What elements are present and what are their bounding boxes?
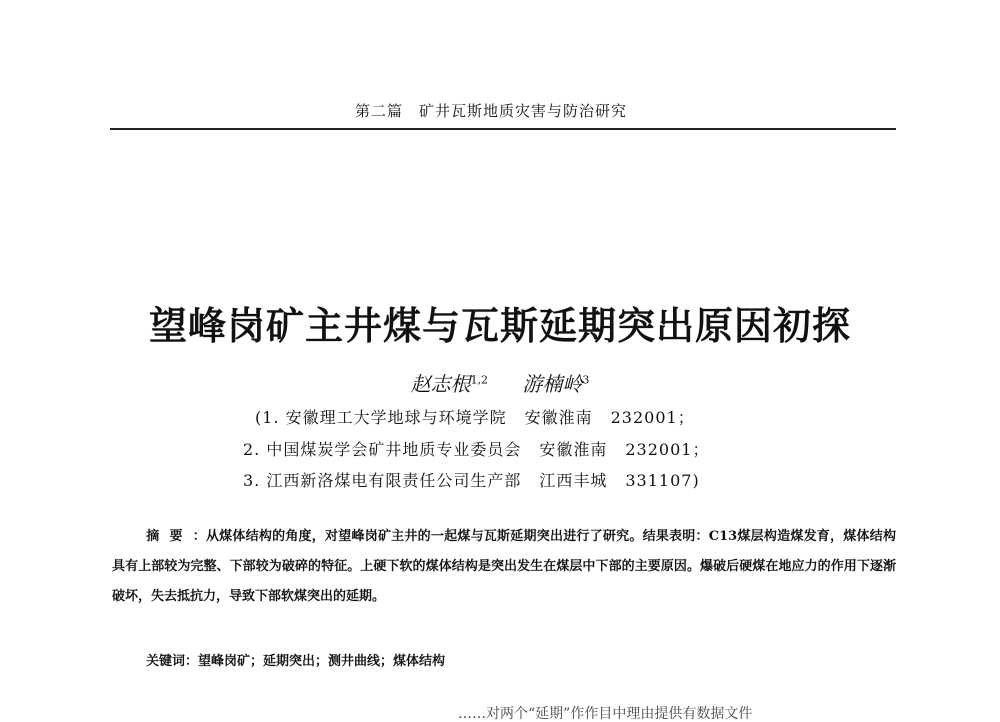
keywords-line <box>146 650 445 669</box>
author-name: 游楠岭$^3$ <box>522 372 590 396</box>
truncated-body-line: ……对两个“延期”作作目中理由提供有数据文件 <box>458 706 753 722</box>
author-affiliation-mark: 1,2 <box>470 373 489 387</box>
keywords-label: 关键词 <box>146 654 186 669</box>
abstract-label: 摘要 <box>146 529 193 544</box>
affiliation-3: 3. 江西新洛煤电有限责任公司生产部 江西丰城 331107) <box>243 471 700 490</box>
abstract-paragraph: 摘要：从煤体结构的角度，对望峰岗矿主井的一起煤与瓦斯延期突出进行了研究。结果表明：C13煤层构造煤发育，煤体结构具有上部较为完整、下部较为破碎的特征。上硬下软的煤体结构是突出发生在煤层中下部的主要原因。爆破后硬煤在地应力的作用下逐渐破坏，失去抵抗力，导致下部软煤突出的延期。 <box>112 529 896 604</box>
author-line <box>0 368 1000 397</box>
affiliation-2: 2. 中国煤炭学会矿井地质专业委员会 安徽淮南 232001； <box>243 440 710 459</box>
affiliation-1: (1. 安徽理工大学地球与环境学院 安徽淮南 232001； <box>255 408 695 427</box>
author-name: 赵志根$^{1,2}$ <box>410 372 489 396</box>
header-rule <box>110 128 896 130</box>
keywords-text: ：望峰岗矿；延期突出；测井曲线；煤体结构 <box>185 654 446 669</box>
article-title: 望峰岗矿主井煤与瓦斯延期突出原因初探 <box>148 304 851 348</box>
abstract-text: 从煤体结构的角度，对望峰岗矿主井的一起煤与瓦斯延期突出进行了研究。结果表明：C13煤层构造煤发育，煤体结构具有上部较为完整、下部较为破碎的特征。上硬下软的煤体结构是突出发生在煤层中下部的主要原因。爆破后硬煤在地应力的作用下逐渐破坏，失去抵抗力，导致下部软煤突出的延期。 <box>112 529 896 604</box>
author-affiliation-mark: 3 <box>582 373 590 387</box>
running-header: 第二篇 矿井瓦斯地质灾害与防治研究 <box>355 102 628 120</box>
